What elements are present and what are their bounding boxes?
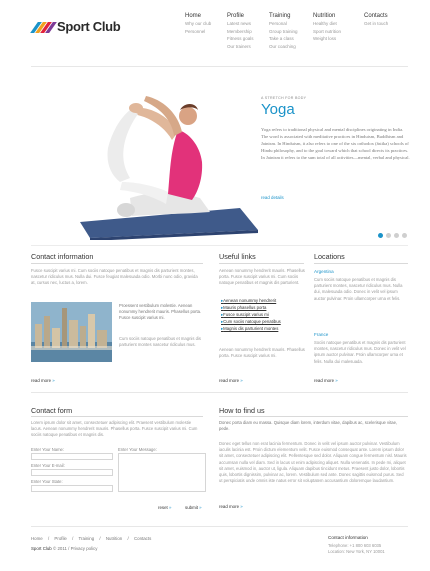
slide-title: Yoga — [261, 101, 295, 118]
locations-title: Locations — [314, 252, 345, 261]
nav-sub-item[interactable]: Personnel — [185, 28, 206, 34]
read-more-label: read more — [31, 378, 52, 383]
section-divider — [31, 392, 408, 393]
nav-sub-item[interactable]: Membership — [227, 28, 252, 34]
slider-dot[interactable] — [386, 233, 391, 238]
contact-info-p1: Proessent vestibulum molestie. Aenean nonummy hendrerit mauris. Phasellus porta. Fusce suscipit varius mi. — [119, 303, 202, 321]
nav-contacts[interactable] — [364, 12, 388, 28]
useful-links-intro: Aenean nonummy hendrerit mauris. Phasellus porta. Fusce suscipit varius mi. Cum sociis natoque penatibus et magnis dis parturient. — [219, 268, 305, 286]
useful-links-list — [221, 297, 309, 332]
footer-link-profile[interactable]: Profile — [54, 536, 67, 541]
footer-link-contacts[interactable]: Contacts — [133, 536, 152, 541]
footer-link-training[interactable]: Training — [78, 536, 95, 541]
location-title: Argentina — [314, 269, 334, 274]
footer-nav — [31, 536, 151, 541]
footer-copyright — [31, 546, 97, 551]
nav-label[interactable]: Profile — [227, 13, 245, 19]
nav-label[interactable]: Nutrition — [313, 13, 336, 19]
slider-dot[interactable] — [394, 233, 399, 238]
contact-info-intro: Fusce suscipit varius mi. Cum sociis natoque penatibus et magnis dis parturient montes, nascetur ridiculus mus. Nulla dui. Fusce feugiat malesuada odio. Morbi nunc odio, gravida at, cursus nec, luctus a, lorem. — [31, 268, 198, 286]
nav-sub-item[interactable]: Our trainers — [227, 43, 251, 49]
section-divider — [31, 416, 203, 417]
read-more-label: read more — [314, 378, 335, 383]
useful-link[interactable]: ▸ Fusce suscipit varius mi — [221, 311, 309, 318]
submit-label: submit — [185, 505, 198, 510]
nav-training[interactable] — [269, 12, 298, 50]
reset-button[interactable] — [158, 505, 171, 510]
state-field-label: Enter Your State: — [31, 479, 63, 484]
nav-label[interactable]: Contacts — [364, 13, 388, 19]
footer-sep: / — [72, 536, 74, 541]
section-divider — [31, 263, 203, 264]
nav-sub-item[interactable]: Take a class — [269, 36, 294, 42]
nav-nutrition[interactable] — [313, 12, 341, 43]
slider-divider — [31, 245, 408, 246]
footer-sep: / — [99, 536, 101, 541]
submit-button[interactable] — [185, 505, 202, 510]
nav-home[interactable] — [185, 12, 211, 35]
footer-contact-title: Contact information — [328, 535, 368, 540]
useful-links-read-more-link[interactable] — [219, 378, 243, 383]
location-body: Cum sociis natoque penatibus et magnis dis parturient montes, nascetur ridiculus mus. Nulla dui, malesuada odio. Donec in velit vel ipsum auctor pulvinar. Proin ullamcorper urna et felis. — [314, 277, 403, 301]
footer-sep: / — [127, 536, 129, 541]
nav-sub-item[interactable]: Weight loss — [313, 36, 337, 42]
footer-brand: Sport Club — [31, 546, 52, 551]
footer-phone: Telephone: +1 800 603 6035 — [328, 543, 382, 548]
slide-read-more-link[interactable]: read details — [261, 195, 284, 200]
city-skyline-image — [31, 302, 112, 362]
arrow-icon: » — [199, 505, 202, 510]
arrow-icon: » — [169, 505, 172, 510]
arrow-icon: » — [52, 378, 55, 383]
nav-sub-item[interactable]: Get in touch — [364, 21, 389, 26]
useful-links-title: Useful links — [219, 252, 256, 261]
slider-dot[interactable] — [378, 233, 383, 238]
useful-link[interactable]: ▸ Magnis dis parturient montes — [221, 325, 309, 332]
contact-info-read-more-link[interactable] — [31, 378, 55, 383]
nav-sub-item[interactable]: Group training — [269, 28, 298, 34]
contact-form-title: Contact form — [31, 406, 73, 415]
section-divider — [314, 263, 408, 264]
logo-stripes-icon — [31, 22, 53, 32]
contact-info-title: Contact information — [31, 252, 94, 261]
footer-link-nutrition[interactable]: Nutrition — [105, 536, 123, 541]
slider-pagination — [378, 233, 407, 238]
read-more-label: read more — [219, 504, 240, 509]
useful-links-outro: Aenean nonummy hendrerit mauris. Phasellus porta. Fusce suscipit varius mi. — [219, 347, 305, 359]
footer-link-home[interactable]: Home — [31, 536, 43, 541]
copyright-text: © 2011 — [52, 546, 67, 551]
nav-sub-item[interactable]: Sport nutrition — [313, 28, 342, 34]
location-title: France — [314, 332, 329, 337]
useful-link[interactable]: ▸ Cum sociis natoque penatibus — [221, 318, 309, 325]
yoga-hero-image — [60, 70, 260, 240]
name-field-label: Enter Your Name: — [31, 447, 65, 452]
section-divider — [219, 263, 304, 264]
how-to-find-lead: Donec porta diam eu massa. Quisque diam lorem, interdum vitae, dapibus ac, scelerisque vitae, pede. — [219, 420, 398, 432]
arrow-icon: » — [335, 378, 338, 383]
footer-divider — [31, 526, 408, 527]
arrow-icon: » — [240, 504, 243, 509]
state-field[interactable] — [31, 485, 113, 492]
read-more-label: read more — [219, 378, 240, 383]
locations-read-more-link[interactable] — [314, 378, 338, 383]
logo[interactable] — [31, 19, 120, 34]
footer-sep: / — [47, 536, 50, 541]
nav-sub-item[interactable]: Why our club — [185, 21, 212, 26]
location-body: Sociis natoque penatibus et magnis dis parturient montes, nascetur ridiculus mus. Donec in velit vel ipsum auctor pulvinar. Proin ullamcorper urna et felis. Nulla dui malesuada. — [314, 340, 406, 364]
email-field[interactable] — [31, 469, 113, 476]
message-field[interactable] — [118, 453, 206, 492]
nav-sub-item[interactable]: Latest news — [227, 21, 252, 26]
slide-kicker: A STRETCH FOR BODY — [261, 96, 307, 100]
useful-link[interactable]: ▸ Mauris phasellus porta — [221, 304, 309, 311]
slider-dot[interactable] — [402, 233, 407, 238]
how-to-find-body: Donec eget tellus non erat lacinia fermentum. Donec in velit vel ipsum auctor pulvinar. Vestibulum iaculis lacinia est. Proin dictum elementum velit. Fusce euismod consequat ante. Lorem ipsum dolor sit amet, consectetuer adipiscing elit. Pellentesque sed dolor. Aliquam congue fermentum nisl. Mauris accumsan nulla vel diam. Sed in lacus ut enim adipiscing aliquet. Nulla venenatis. In pede mi, aliquet sit amet, euismod in, auctor ut, ligula. Aliquam dapibus tincidunt metus. Praesent justo dolor, lobortis quis, lobortis dignissim, pulvinar ac, lorem. Vestibulum sed ante. Donec sagittis euismod purus. Sed ut perspiciatis unde omnis iste natus error sit voluptatem accusantium doloremque laudantium. — [219, 441, 407, 484]
contact-form-intro: Lorem ipsum dolor sit amet, consectetuer adipiscing elit. Praesent vestibulum molestie lacus. Aenean nonummy hendrerit mauris. Phasellus porta. Fusce suscipit varius mi. Cum sociis natoque penatibus et magnis dis. — [31, 420, 198, 438]
nav-profile[interactable] — [227, 12, 254, 50]
privacy-policy-link[interactable]: Privacy policy — [70, 546, 98, 551]
nav-label[interactable]: Home — [185, 13, 202, 19]
name-field[interactable] — [31, 453, 113, 460]
email-field-label: Enter Your E-mail: — [31, 463, 65, 468]
section-divider — [219, 416, 408, 417]
footer-address: Location: New York, NY 10001 — [328, 549, 385, 554]
nav-sub-item[interactable]: Healthy diet — [313, 21, 337, 26]
nav-sub-item[interactable]: Fitness goals — [227, 36, 254, 42]
arrow-icon: » — [240, 378, 243, 383]
brand-name: Sport Club — [57, 19, 121, 34]
nav-label[interactable]: Training — [269, 13, 291, 19]
how-to-find-read-more-link[interactable] — [219, 504, 243, 509]
nav-sub-item[interactable]: Our coaching — [269, 43, 296, 49]
how-to-find-title: How to find us — [219, 406, 265, 415]
contact-info-p2: Cum sociis natoque penatibus et magnis dis parturient montes nascetur ridiculus mus. — [119, 336, 201, 348]
footer-sep: / — [68, 546, 70, 551]
nav-sub-item[interactable]: Personal — [269, 21, 287, 26]
reset-label: reset — [158, 505, 168, 510]
useful-link[interactable]: ▸ Aenean nonummy hendrerit — [221, 297, 309, 304]
message-field-label: Enter Your Message: — [118, 447, 157, 452]
slide-body: Yoga refers to traditional physical and mental disciplines originating in India. The word is associated with meditative practices in Hinduism, Buddhism and Jainism. In Hinduism, it also refers to one of the six orthodox (āstika) schools of Hindu philosophy, and to the goal toward which that school directs its practices. In Jainism it refers to the sum total of all activities—mental, verbal and physical. — [261, 127, 410, 160]
